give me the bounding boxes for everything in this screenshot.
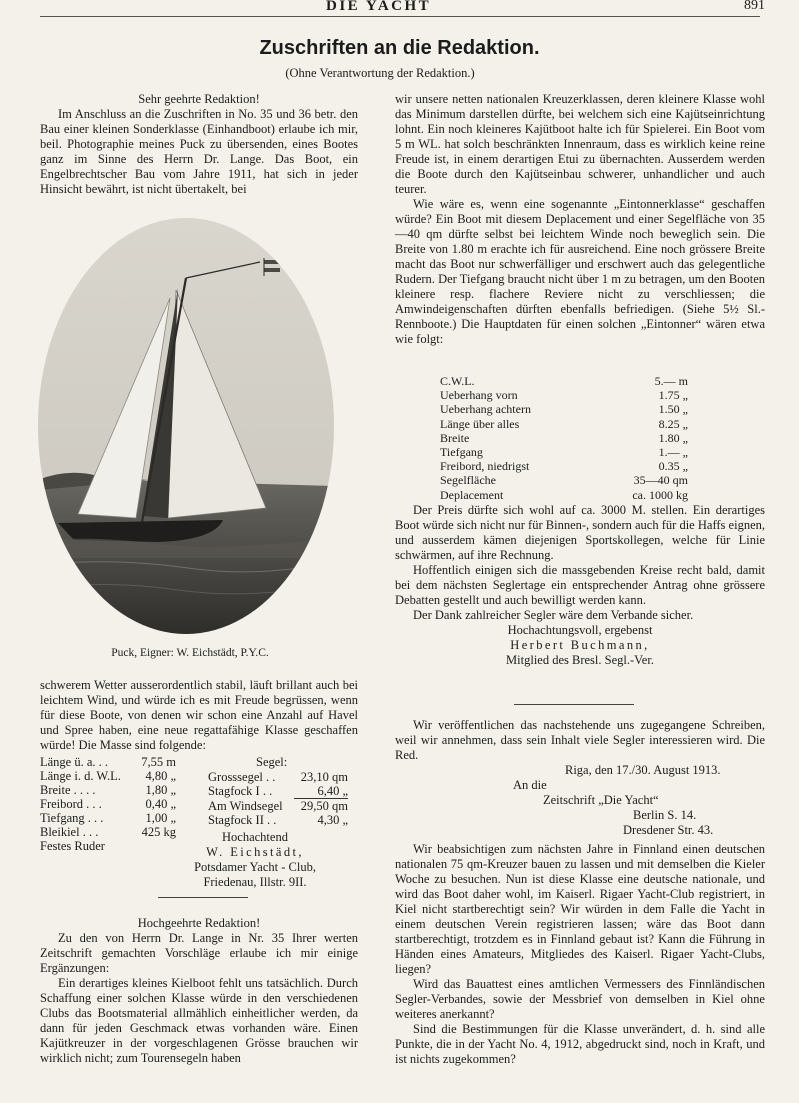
letter3-place-date: Riga, den 17./30. August 1913. bbox=[565, 763, 721, 777]
spec-row: Deplacement ca. 1000 kg bbox=[440, 487, 688, 502]
sailboat-photo-illustration bbox=[38, 218, 334, 634]
section-divider-right bbox=[514, 704, 634, 705]
letter2-closing: Hochachtungsvoll, ergebenst bbox=[507, 623, 653, 637]
letter2-end-block bbox=[395, 503, 765, 668]
spec-row: C.W.L. 5.— m bbox=[440, 374, 688, 388]
letter1-continued-block bbox=[40, 678, 358, 753]
spec-row: Tiefgang 1.— „ bbox=[440, 445, 688, 460]
editor-note: Wir veröffentlichen das nachstehende uns zugegangene Schreiben, weil wir annehmen, dass sein Inhalt viele Segler interessieren wird. Die Red. bbox=[395, 718, 765, 762]
letter1-closing: Hochachtend bbox=[222, 830, 288, 844]
letter1-address: Friedenau, Illstr. 9II. bbox=[203, 875, 307, 889]
sail-dimensions-table bbox=[208, 770, 348, 827]
letter2-para5: Der Dank zahlreicher Segler wäre dem Verbande sicher. bbox=[413, 608, 694, 622]
spec-row: Länge über alles 8.25 „ bbox=[440, 416, 688, 431]
yacht-photo bbox=[38, 218, 334, 634]
dimension-row: Breite . . . . 1,80 „ bbox=[40, 783, 176, 797]
subhead: (Ohne Verantwortung der Redaktion.) bbox=[285, 66, 475, 80]
letter1-continued: schwerem Wetter ausserordentlich stabil, läuft brillant auch bei leichtem Wind, und würde ich es mit Freude begrüssen, wenn für diese Boote, von denen wir schon eine Anzahl auf Havel und Spree haben, eine neue regattafähige Klasse geschaffen würde! Die Masse sind folgende: bbox=[40, 678, 358, 752]
dimension-row: Bleikiel . . . 425 kg bbox=[40, 825, 176, 839]
header-rule bbox=[40, 16, 760, 17]
dimension-row: Tiefgang . . . 1,00 „ bbox=[40, 811, 176, 825]
letter2-para1: Ein derartiges kleines Kielboot fehlt uns tatsächlich. Durch Schaffung einer solchen Klasse würde in den verschiedenen Clubs das Bootsmaterial allmählich einheitlicher werden, da dann für jeden Geschmack etwas vorhanden wäre. Einen Kajütkreuzer in der vorgeschlagenen Grösse brauchen wir wirklich nicht; zum Tourensegeln haben bbox=[40, 976, 358, 1065]
hull-dimensions-table bbox=[40, 755, 176, 853]
photo-caption: Puck, Eigner: W. Eichstädt, P.Y.C. bbox=[111, 647, 269, 659]
spec-row: Ueberhang vorn 1.75 „ bbox=[440, 388, 688, 403]
page-number: 891 bbox=[744, 0, 765, 13]
letter1-club: Potsdamer Yacht - Club, bbox=[194, 860, 316, 874]
dimension-row: Länge ü. a. . . 7,55 m bbox=[40, 755, 176, 769]
letter2-para4: Hoffentlich einigen sich die massgebenden Kreise recht bald, damit bei dem nächsten Seglertage ein entsprechender Antrag ohne grössere Debatten gestellt und auch bewilligt werden kann. bbox=[395, 563, 765, 607]
letter1-signature-block bbox=[160, 830, 350, 890]
letter3-para2: Wird das Bauattest eines amtlichen Vermessers des Finnländischen Segler-Verbandes, sowie der Messbrief von demselben in Kiel ohne weiteres anerkannt? bbox=[395, 977, 765, 1021]
letter2-right-block bbox=[395, 92, 765, 347]
letter3-para1: Wir beabsichtigen zum nächsten Jahre in Finnland einen deutschen nationalen 75 qm-Kreuzer bauen zu lassen und mit demselben die Kieler Woche zu besuchen. Nun ist diese Klasse eine deutsche nationale, und wird das Boot daher wohl, im Kaiserl. Rigaer Yacht-Club registriert, in Kiel nicht startberechtigt sein? Wir würden in dem Falle die Yacht in einem deutschen Verein registrieren lassen; wäre das Boot dann startberechtigt, trotzdem es in Finnland gebaut ist? Kann die Führung in Händen eines Amateurs, Mitgliedes des Kaiserl. Rigaer Yacht-Clubs, liegen? bbox=[395, 842, 765, 976]
letter1-intro-block bbox=[40, 92, 358, 197]
letter2-start-block bbox=[40, 916, 358, 1066]
letter3-block bbox=[395, 718, 765, 1067]
letter2-para1-cont: wir unsere netten nationalen Kreuzerklassen, deren kleinere Klasse wohl das Minimum darstellen dürfte, bei welchem sich eine Kajütseinrichtung lohnt. Ein noch kleineres Kajütboot halte ich für Spielerei. Ein Boot vom 5 m WL. hat solch beschränkten Innenraum, dass es wirklich keine reine Freude ist, in einem derartigen Etui zu übernachten. Ausserdem werden die Boote durch den Kajütseinbau schwerer, unhandlicher und auch teurer. bbox=[395, 92, 765, 196]
spec-row: Freibord, niedrigst 0.35 „ bbox=[440, 459, 688, 474]
dimension-row: Festes Ruder bbox=[40, 839, 105, 853]
sail-heading: Segel: bbox=[256, 755, 288, 769]
letter3-para3: Sind die Bestimmungen für die Klasse unverändert, d. h. sind alle Punkte, die in der Yacht No. 4, 1912, abgedruckt sind, noch in Kraft, und ist nichts zugekommen? bbox=[395, 1022, 765, 1066]
dimension-row: Länge i. d. W.L. 4,80 „ bbox=[40, 769, 176, 783]
letter1-salutation: Sehr geehrte Redaktion! bbox=[138, 92, 260, 106]
letter2-intro: Zu den von Herrn Dr. Lange in Nr. 35 Ihrer werten Zeitschrift gemachten Vorschläge erlaube ich mir einige Ergänzungen: bbox=[40, 931, 358, 975]
letter3-recipient-city: Berlin S. 14. bbox=[633, 808, 697, 822]
letter1-intro: Im Anschluss an die Zuschriften in No. 35 und 36 betr. den Bau einer kleinen Sonderklasse (Einhandboot) erlaube ich mir, beil. Photographie meines Puck zu übersenden, eines Bootes ganz im Sinne des Herrn Dr. Lange. Das Boot, ein Engelbrechtscher Bau vom Jahre 1911, hat sich in jeder Hinsicht bewährt, ist nicht übertakelt, bei bbox=[40, 107, 358, 196]
letter3-to: An die bbox=[513, 778, 547, 792]
spec-row: Ueberhang achtern 1.50 „ bbox=[440, 402, 688, 417]
sail-row: Stagfock I . . 6,40 „ bbox=[208, 784, 348, 798]
letter1-signature: W. Eichstädt, bbox=[206, 845, 304, 859]
letter2-signature: Herbert Buchmann, bbox=[510, 638, 650, 652]
letter2-membership: Mitglied des Bresl. Segl.-Ver. bbox=[506, 653, 654, 667]
sail-row: Stagfock II . . 4,30 „ bbox=[208, 813, 348, 827]
running-title: DIE YACHT bbox=[326, 0, 432, 14]
spec-row: Segelfläche 35—40 qm bbox=[440, 473, 688, 488]
section-divider bbox=[158, 897, 248, 898]
eintonner-specs-table bbox=[440, 374, 688, 502]
letter3-recipient-street: Dresdener Str. 43. bbox=[623, 823, 714, 837]
dimension-row: Freibord . . . 0,40 „ bbox=[40, 797, 176, 811]
running-head bbox=[0, 0, 799, 18]
sail-row: Grosssegel . . 23,10 qm bbox=[208, 770, 348, 784]
letter2-para2: Wie wäre es, wenn eine sogenannte „Eintonnerklasse“ geschaffen würde? Ein Boot mit diesem Deplacement und einer Segelfläche von 35—40 qm dürfte selbst bei leichtem Winde noch beweglich sein. Die Breite von 1.80 m erachte ich für ausreichend. Eine noch grössere Breite macht das Boot nur schwerfälliger und erschwert auch das gelegentliche Rudern. Der Tiefgang braucht nicht über 1 m zu betragen, um den Booten kleinere resp. flachere Reviere nicht zu verschliessen; die Amwindeigenschaften dürften ebenfalls befriedigen. (Siehe 5½ Sl.-Rennboote.) Die Hauptdaten für einen solchen „Eintonner“ wären etwa wie folgt: bbox=[395, 197, 765, 346]
letter2-salutation: Hochgeehrte Redaktion! bbox=[137, 916, 261, 930]
spec-row: Breite 1.80 „ bbox=[440, 430, 688, 445]
letter3-recipient: Zeitschrift „Die Yacht“ bbox=[543, 793, 659, 807]
sail-row: Am Windsegel 29,50 qm bbox=[208, 798, 348, 813]
headline: Zuschriften an die Redaktion. bbox=[259, 37, 540, 59]
letter2-para3: Der Preis dürfte sich wohl auf ca. 3000 M. stellen. Ein derartiges Boot würde sich nicht nur für Binnen-, sondern auch für die Haffs eignen, und ausserdem kämen diejenigen Sportskollegen, welche für Linie schwärmen, auf ihre Rechnung. bbox=[395, 503, 765, 562]
